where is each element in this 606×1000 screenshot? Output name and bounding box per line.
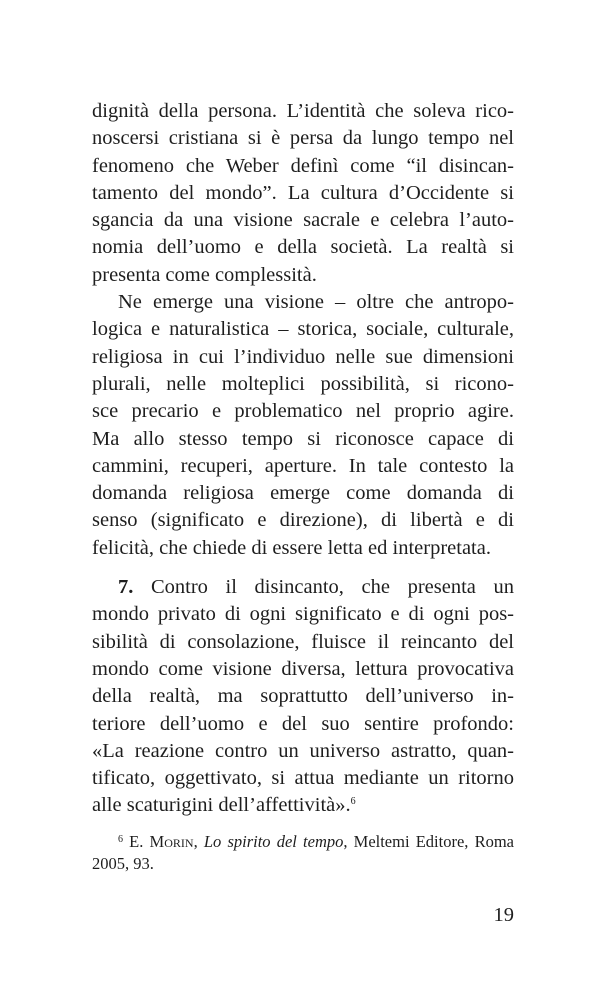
section-number: 7. [118,576,134,599]
footnote-separator: , [193,832,204,851]
footnote-line [92,831,514,853]
text-line: religiosa in cui l’individuo nelle sue dimensioni [92,345,514,368]
paragraph-3 [92,574,514,820]
text-line: plurali, nelle molteplici possibilità, si ricono- [92,372,514,395]
text-line: dignità della persona. L’identità che soleva rico- [92,100,514,122]
footnote-line: 2005, 93. [92,854,154,873]
paragraph-1 [92,98,514,289]
text-line: tamento del mondo”. La cultura d’Occidente si [92,181,514,204]
text-line: «La reazione contro un universo astratto, quan- [92,739,514,762]
footnote-reference[interactable]: 6 [350,796,356,808]
text-line: della realtà, ma soprattutto dell’universo in- [92,685,514,708]
text-line: tificato, oggettivato, si attua mediante un ritorno [92,767,514,790]
text-line: mondo come visione diversa, lettura provocativa [92,657,514,680]
text-line: mondo privato di ogni significato e di ogni pos- [92,603,514,626]
text-line: Ne emerge una visione – oltre che antropo- [118,291,514,314]
text-line: fenomeno che Weber definì come “il disincan- [92,154,514,177]
text-line: domanda religiosa emerge come domanda di [92,482,514,505]
text-line: felicità, che chiede di essere letta ed interpretata. [92,536,491,559]
footnote-title: Lo spirito del tempo [203,832,344,851]
text-span: Contro il disincanto, che presenta un [133,576,514,599]
footnote-author-surname: Morin [149,832,194,851]
footnote-number: 6 [118,834,123,845]
paragraph-2 [92,289,514,562]
page-number: 19 [493,904,514,926]
text-line: sce precario e problematico nel proprio agire. [92,400,514,423]
footnote-author-initial: E. [129,832,150,851]
section-gap [92,562,514,574]
text-line [92,574,514,601]
text-line: nomia dell’uomo e della società. La realtà si [92,236,514,259]
text-line: logica e naturalistica – storica, sociale, culturale, [92,318,514,341]
text-line: Ma allo stesso tempo si riconosce capace di [92,427,514,450]
text-line [92,792,514,819]
text-line: cammini, recuperi, aperture. In tale contesto la [92,454,514,477]
text-span: alle scaturigini dell’affettività». [92,794,351,817]
main-text [92,98,514,820]
text-line: sgancia da una visione sacrale e celebra l’auto- [92,209,514,232]
text-line: sibilità di consolazione, fluisce il reincanto del [92,630,514,653]
footnote-publisher: , Meltemi Editore, Roma [343,832,514,851]
text-line: senso (significato e direzione), di libertà e di [92,509,514,532]
text-line: presenta come complessità. [92,263,317,286]
text-line: teriore dell’uomo e del suo sentire profondo: [92,712,514,735]
footnote [92,831,514,875]
text-line: noscersi cristiana si è persa da lungo tempo nel [92,127,514,150]
